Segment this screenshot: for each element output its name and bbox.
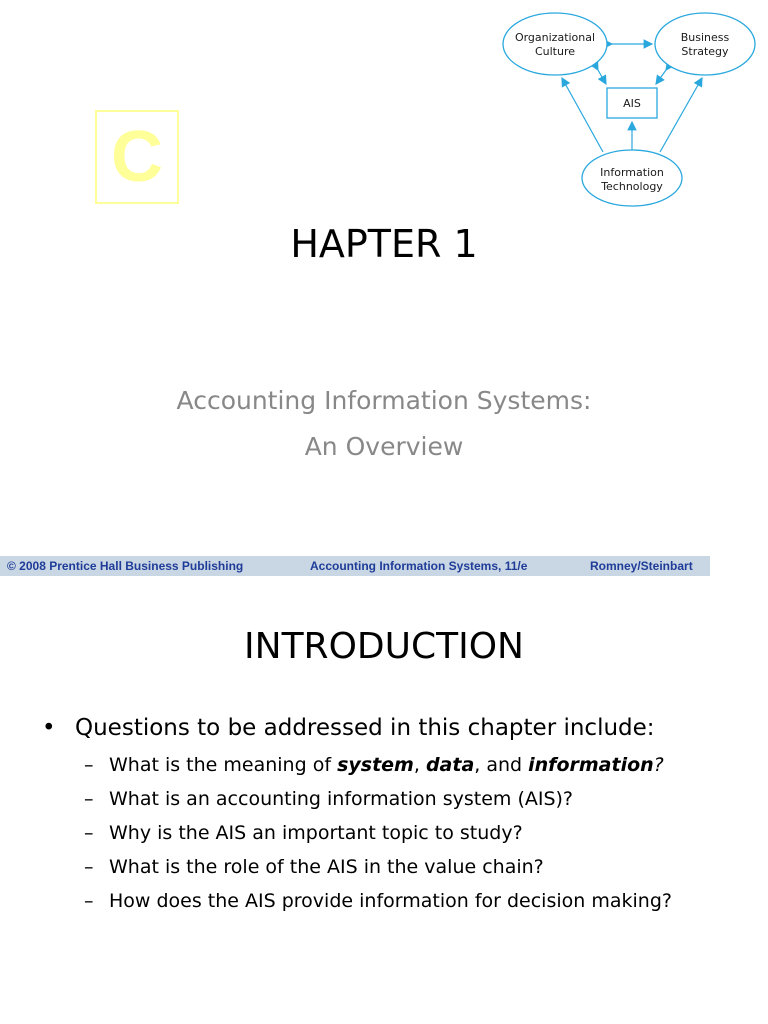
culture-label-2: Culture (534, 45, 576, 58)
term-data: data (425, 754, 475, 776)
term-system: system (337, 754, 414, 776)
technology-culture-arrow (562, 78, 603, 152)
dash-icon: – (84, 822, 94, 844)
subtitle-line-2: An Overview (304, 432, 464, 461)
sub-bullet-text: How does the AIS provide information for decision making? (109, 890, 672, 912)
q1-sep2: , and (474, 754, 529, 776)
sub-bullet-text (109, 753, 732, 778)
drop-cap-box (95, 110, 179, 204)
slide-title: INTRODUCTION (244, 626, 524, 667)
strategy-label-1: Business (680, 31, 730, 44)
sub-bullet (42, 889, 732, 914)
introduction-slide (0, 580, 768, 1024)
strategy-node (655, 13, 755, 75)
dash-icon: – (84, 754, 94, 776)
bullet-icon: • (42, 715, 56, 741)
term-information: information (528, 754, 654, 776)
subtitle-line-1: Accounting Information Systems: (176, 386, 592, 415)
sub-bullet-text: What is the role of the AIS in the value chain? (109, 856, 544, 878)
strategy-ais-arrow (656, 70, 666, 84)
sub-bullet-text: Why is the AIS an important topic to study? (109, 822, 523, 844)
sub-bullet (42, 821, 732, 846)
chapter-subtitle (0, 378, 768, 470)
main-bullet-text: Questions to be addressed in this chapter include: (75, 715, 655, 741)
q1-sep1: , (413, 754, 426, 776)
main-bullet (42, 712, 732, 744)
culture-ais-arrow (598, 70, 606, 84)
drop-cap-letter: C (111, 117, 163, 197)
strategy-label-2: Strategy (681, 45, 729, 58)
slide-footer (0, 556, 710, 576)
sub-bullet (42, 787, 732, 812)
ais-label: AIS (623, 97, 641, 110)
sub-bullet (42, 753, 732, 778)
culture-label-1: Organizational (514, 31, 596, 44)
dash-icon: – (84, 856, 94, 878)
footer-book-title: Accounting Information Systems, 11/e (310, 559, 528, 573)
dash-icon: – (84, 890, 94, 912)
sub-bullet (42, 855, 732, 880)
footer-authors: Romney/Steinbart (590, 559, 693, 573)
technology-label-2: Technology (601, 180, 663, 193)
sub-bullet-text: What is an accounting information system (AIS)? (109, 788, 574, 810)
bullet-list (42, 712, 732, 914)
footer-copyright: © 2008 Prentice Hall Business Publishing (7, 559, 244, 573)
culture-node (503, 13, 607, 75)
chapter-title: HAPTER 1 (290, 222, 478, 266)
technology-strategy-arrow (660, 78, 702, 152)
technology-label-1: Information (600, 166, 664, 179)
q1-prefix: What is the meaning of (109, 754, 338, 776)
dash-icon: – (84, 788, 94, 810)
q1-suffix: ? (653, 754, 664, 776)
